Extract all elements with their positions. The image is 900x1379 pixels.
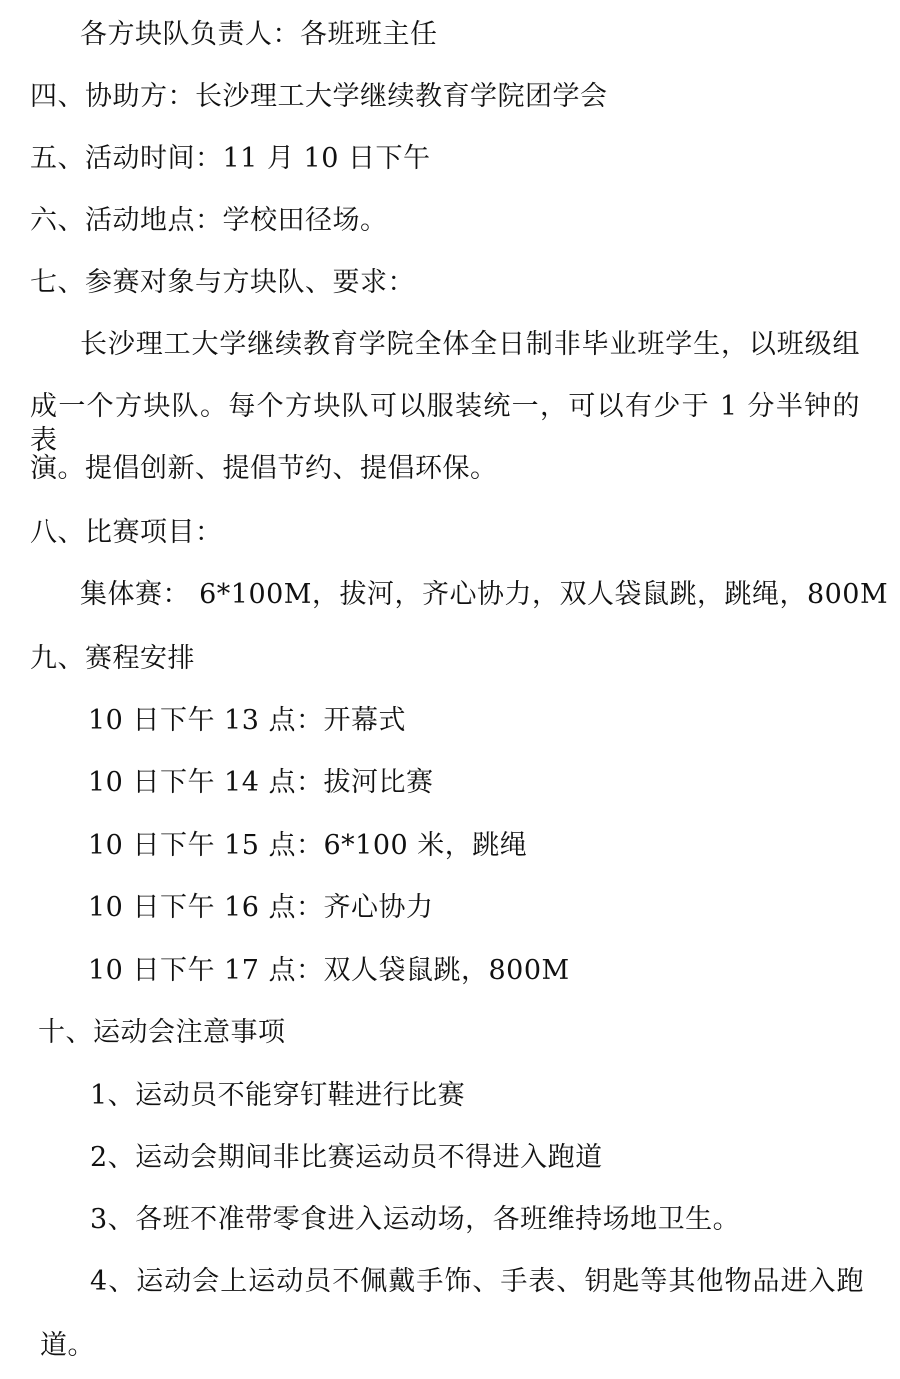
- team-leader-line: 各方块队负责人：各班班主任: [80, 19, 438, 50]
- section-8-events: 集体赛： 6*100M，拔河，齐心协力，双人袋鼠跳，跳绳，800M: [80, 579, 889, 610]
- note-item-continuation: 道。: [40, 1330, 95, 1361]
- section-7-heading: 七、参赛对象与方块队、要求：: [30, 267, 415, 298]
- schedule-item: 10 日下午 14 点：拔河比赛: [88, 767, 434, 798]
- note-item: 3、各班不准带零食进入运动场，各班维持场地卫生。: [90, 1204, 741, 1235]
- section-8-heading: 八、比赛项目：: [30, 517, 223, 548]
- section-5-time: 五、活动时间：11 月 10 日下午: [30, 143, 431, 174]
- note-item: 4、运动会上运动员不佩戴手饰、手表、钥匙等其他物品进入跑: [90, 1266, 864, 1297]
- schedule-item: 10 日下午 17 点：双人袋鼠跳，800M: [88, 955, 570, 986]
- schedule-item: 10 日下午 13 点：开幕式: [88, 705, 406, 736]
- section-4-assistant: 四、协助方：长沙理工大学继续教育学院团学会: [30, 81, 608, 112]
- section-9-heading: 九、赛程安排: [30, 643, 195, 674]
- schedule-item: 10 日下午 16 点：齐心协力: [88, 892, 434, 923]
- note-item: 1、运动员不能穿钉鞋进行比赛: [90, 1080, 466, 1111]
- section-10-heading: 十、运动会注意事项: [38, 1017, 286, 1048]
- note-item: 2、运动会期间非比赛运动员不得进入跑道: [90, 1142, 603, 1173]
- section-6-location: 六、活动地点：学校田径场。: [30, 205, 388, 236]
- section-7-paragraph-line-2: 成一个方块队。每个方块队可以服装统一，可以有少于 1 分半钟的表: [30, 391, 860, 456]
- section-7-paragraph-line-1: 长沙理工大学继续教育学院全体全日制非毕业班学生，以班级组: [80, 329, 860, 360]
- schedule-item: 10 日下午 15 点：6*100 米，跳绳: [88, 830, 528, 861]
- section-7-paragraph-line-3: 演。提倡创新、提倡节约、提倡环保。: [30, 453, 498, 484]
